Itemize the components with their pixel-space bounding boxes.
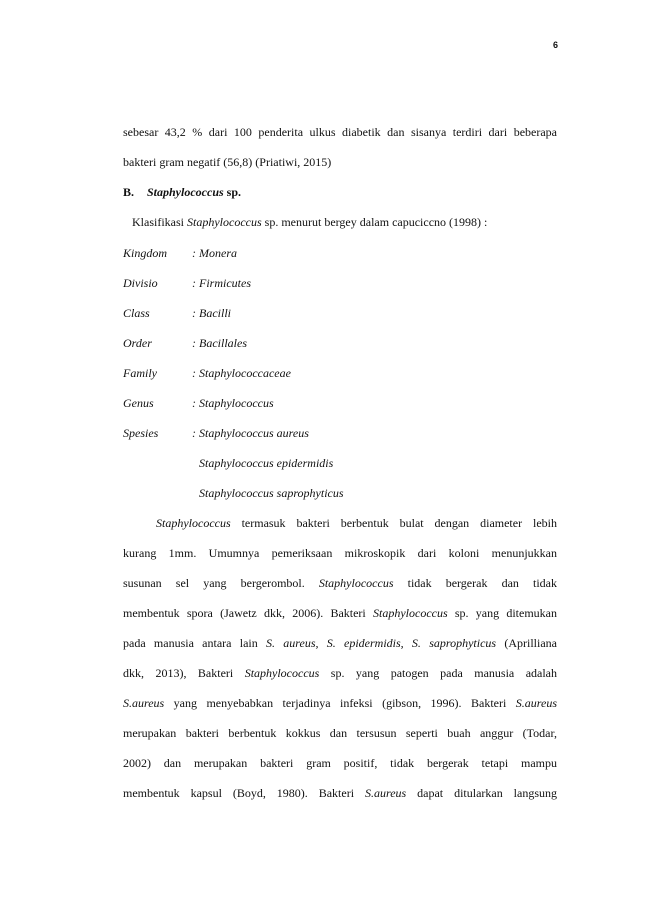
text-run: dapat ditularkan langsung <box>406 786 557 800</box>
text-run: susunan sel yang bergerombol. <box>123 576 319 590</box>
paragraph-line-5 <box>123 637 557 649</box>
taxonomy-label-spesies: Spesies <box>123 426 159 440</box>
italic-term: S. aureus, S. epidermidis, S. saprophyticus <box>266 636 497 650</box>
species-continued-2: Staphylococcus saprophyticus <box>199 486 344 500</box>
taxonomy-label-order: Order <box>123 336 152 350</box>
paragraph-line-4 <box>123 607 557 619</box>
italic-term: S.aureus <box>123 696 165 710</box>
taxonomy-label-genus: Genus <box>123 396 154 410</box>
taxonomy-label-family: Family <box>123 366 157 380</box>
text-run: tidak bergerak dan tidak <box>393 576 557 590</box>
taxonomy-value-spesies: : Staphylococcus aureus <box>192 426 309 440</box>
italic-term: S.aureus <box>515 696 557 710</box>
section-title-suffix: sp. <box>223 185 242 199</box>
taxonomy-value-genus: : Staphylococcus <box>192 396 274 410</box>
text-run: (Aprilliana <box>496 636 557 650</box>
italic-term: Staphylococcus <box>244 666 320 680</box>
classification-prefix: Klasifikasi <box>132 215 187 229</box>
taxonomy-value-kingdom: : Monera <box>192 246 237 260</box>
text-run: membentuk spora (Jawetz dkk, 2006). Bakteri <box>123 606 373 620</box>
italic-term: S.aureus <box>364 786 407 800</box>
classification-intro <box>132 216 487 228</box>
paragraph-line-6 <box>123 667 557 679</box>
taxonomy-label-class: Class <box>123 306 150 320</box>
taxonomy-value-family: : Staphylococcaceae <box>192 366 291 380</box>
taxonomy-value-divisio: : Firmicutes <box>192 276 251 290</box>
text-run: dkk, 2013), Bakteri <box>123 666 245 680</box>
italic-term: Staphylococcus <box>373 606 448 620</box>
paragraph-line-3 <box>123 577 557 589</box>
section-heading <box>123 186 241 198</box>
italic-term: Staphylococcus <box>156 516 231 530</box>
text-run: termasuk bakteri berbentuk bulat dengan diameter lebih <box>230 516 557 530</box>
paragraph-line-7 <box>123 697 557 709</box>
species-continued-1: Staphylococcus epidermidis <box>199 456 334 470</box>
text-run: sp. yang patogen pada manusia adalah <box>319 666 557 680</box>
taxonomy-label-kingdom: Kingdom <box>123 246 168 260</box>
section-title-italic: Staphylococcus <box>147 185 224 199</box>
taxonomy-label-divisio: Divisio <box>123 276 158 290</box>
italic-term: Staphylococcus <box>318 576 394 590</box>
paragraph-line-2: kurang 1mm. Umumnya pemeriksaan mikroskopik dari koloni menunjukkan <box>123 546 557 560</box>
paragraph-line-8: merupakan bakteri berbentuk kokkus dan tersusun seperti buah anggur (Todar, <box>123 726 557 740</box>
taxonomy-value-order: : Bacillales <box>192 336 247 350</box>
text-run: sp. yang ditemukan <box>447 606 557 620</box>
page-number: 6 <box>552 40 558 50</box>
text-run: pada manusia antara lain <box>123 636 266 650</box>
paragraph-line-10 <box>123 787 557 799</box>
paragraph-line-1 <box>156 517 557 529</box>
intro-line-2: bakteri gram negatif (56,8) (Priatiwi, 2015) <box>123 155 332 169</box>
classification-suffix: sp. menurut bergey dalam capuciccno (1998) : <box>261 215 488 229</box>
text-run: yang menyebabkan terjadinya infeksi (gibson, 1996). Bakteri <box>164 696 516 710</box>
section-letter: B. <box>123 185 135 199</box>
classification-genus: Staphylococcus <box>187 215 262 229</box>
text-run: membentuk kapsul (Boyd, 1980). Bakteri <box>123 786 365 800</box>
paragraph-line-9: 2002) dan merupakan bakteri gram positif, tidak bergerak tetapi mampu <box>123 756 557 770</box>
taxonomy-value-class: : Bacilli <box>192 306 231 320</box>
intro-line-1: sebesar 43,2 % dari 100 penderita ulkus diabetik dan sisanya terdiri dari beberapa <box>123 125 557 139</box>
